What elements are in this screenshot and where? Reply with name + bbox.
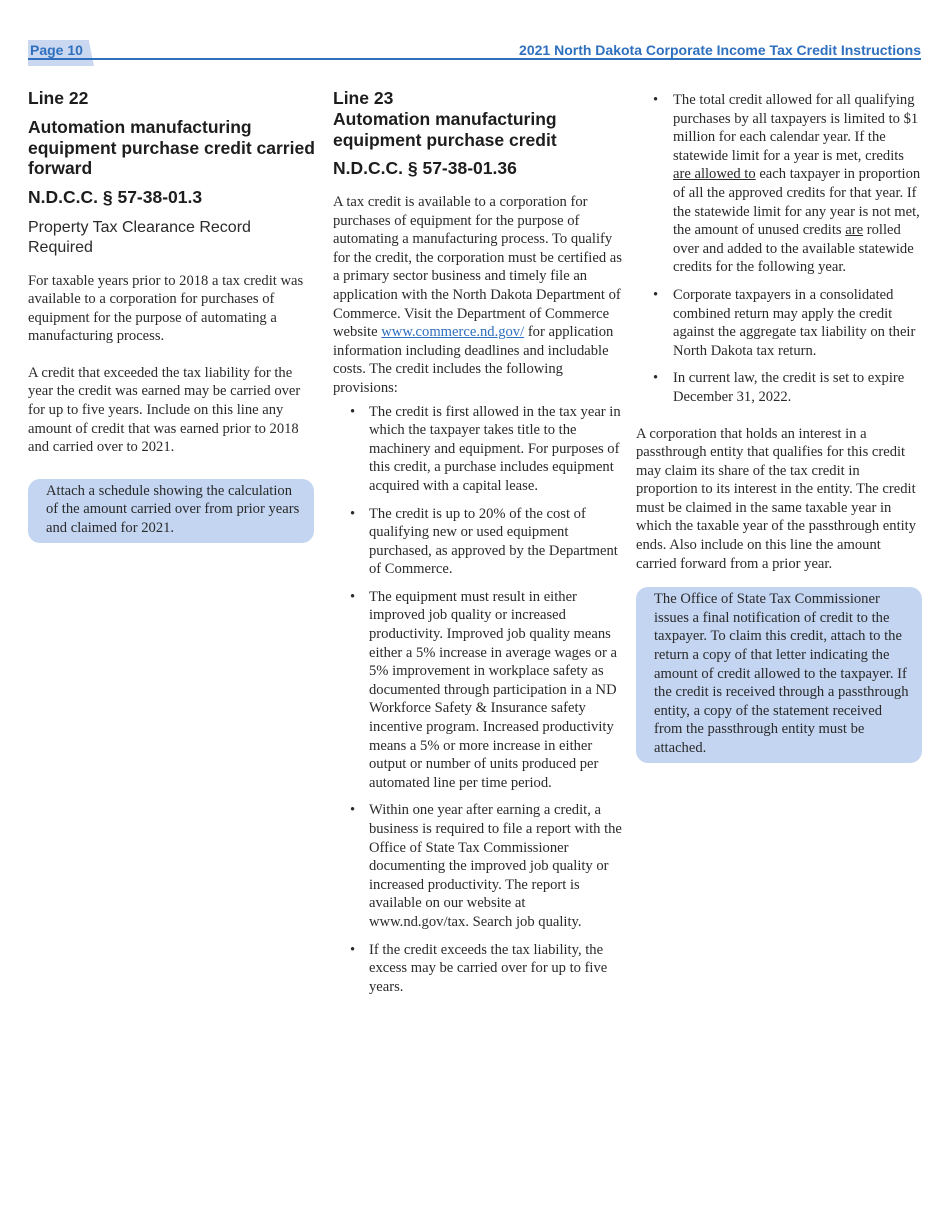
list-item [636,369,924,406]
line-22-title: Automation manufacturing equipment purchase credit carried forward [28,117,315,178]
bullet-icon: • [350,505,356,522]
page-number: Page 10 [30,42,83,58]
list-item [333,505,623,579]
list-item-text: The total credit allowed for all qualifying purchases by all taxpayers is limited to $1 million for each calendar year. If the statewide limit for a year is met, credits [673,92,919,164]
underlined-text: are [845,222,864,239]
document-title: 2021 North Dakota Corporate Income Tax Credit Instructions [519,42,921,58]
list-item-text: Corporate taxpayers in a consolidated combined return may apply the credit against the aggregate tax liability on their North Dakota tax return. [673,286,916,359]
intro-text-before-link: A tax credit is available to a corporation for purchases of equipment for the purpose of automating a manufacturing process. To qualify for the credit, the corporation must be certified as a primary sector business and timely file an application with the North Dakota Department of Commerce. Visit the Department of Commerce website [333,194,622,341]
list-item [636,91,924,277]
list-item [333,801,623,931]
bullet-icon: • [350,588,356,605]
list-item-text: If the credit exceeds the tax liability, the excess may be carried over for up to five years. [369,941,608,995]
list-item [333,588,623,793]
line-23-callout: The Office of State Tax Commissioner issues a final notification of credit to the taxpayer. To claim this credit, attach to the return a copy of that letter indicating the amount of credit allowed to the taxpayer. If the credit is received through a passthrough entity, a copy of the statement received from the passthrough entity must be attached. [636,587,922,762]
line-22-paragraph-1: For taxable years prior to 2018 a tax credit was available to a corporation for purchases of equipment for the purpose of automating a manufacturing process. [28,272,304,345]
bullet-icon: • [350,802,356,819]
line-23-intro [333,193,623,398]
line-23-statute: N.D.C.C. § 57-38-01.36 [333,158,517,178]
line-23-title: Automation manufacturing equipment purchase credit [333,109,557,150]
list-item [636,286,924,360]
line-23-heading: Line 23 [333,88,394,108]
column-line-22 [28,88,316,543]
list-item-text: In current law, the credit is set to expire December 31, 2022. [673,370,905,405]
list-item-text: The credit is first allowed in the tax year in which the taxpayer takes title to the machinery and equipment. For purposes of this credit, a purchase includes equipment acquired with a capital lease. [369,403,621,494]
list-item [333,941,623,997]
column-line-23-continued [636,91,924,763]
bullet-icon: • [653,286,659,303]
list-item-text: The credit is up to 20% of the cost of qualifying new or used equipment purchased, as approved by the Department of Commerce. [369,505,618,578]
list-item-text: Within one year after earning a credit, a business is required to file a report with the Office of State Tax Commissioner documenting the improved job quality or increased productivity. The report is available on our website at www.nd.gov/tax. Search job quality. [369,802,622,930]
bullet-icon: • [350,941,356,958]
line-22-heading: Line 22 [28,88,89,108]
provisions-list [333,403,623,997]
provisions-list-continued [636,91,924,407]
bullet-icon: • [653,370,659,387]
bullet-icon: • [350,403,356,420]
bullet-icon: • [653,92,659,108]
line-22-paragraph-2: A credit that exceeded the tax liability for the year the credit was earned may be carried over for up to five years. Include on this line any amount of credit that was earned prior to 2018 and carried over to 2021. [28,364,301,456]
list-item-text: each taxpayer in proportion of all the approved credits for that year. If the statewide limit for any year is not met, the amount of unused credits [673,166,921,239]
list-item-text: The equipment must result in either improved job quality or increased productivity. Improved job quality means either a 5% increase in average wages or a 5% improvement in workplace safety as documented through participation in a ND Workforce Safety & Insurance safety incentive program. Increased productivity means a 5% or more increase in either output or number of units produced per automated line per time period. [369,588,617,791]
passthrough-paragraph: A corporation that holds an interest in a passthrough entity that qualifies for this credit may claim its share of the tax credit in proportion to its interest in the entity. The credit must be claimed in the same taxable year in which the taxable year of the passthrough entity ends. Also include on this line the amount carried forward from a prior year. [636,425,917,572]
line-22-statute: N.D.C.C. § 57-38-01.3 [28,186,203,207]
list-item [333,403,623,496]
underlined-text: are allowed to [673,166,756,183]
commerce-website-link[interactable]: www.commerce.nd.gov/ [381,324,525,341]
list-item-text: rolled over and added to the available statewide credits for the following year. [673,222,914,276]
intro-text-after-link: for application information including deadlines and includable costs. The credit includes the following provisions: [333,324,614,396]
page-header [28,40,921,64]
column-line-23 [333,88,623,1005]
line-22-subhead: Property Tax Clearance Record Required [28,218,251,256]
header-divider [28,58,921,60]
line-22-callout: Attach a schedule showing the calculation of the amount carried over from prior years and claimed for 2021. [28,479,314,543]
